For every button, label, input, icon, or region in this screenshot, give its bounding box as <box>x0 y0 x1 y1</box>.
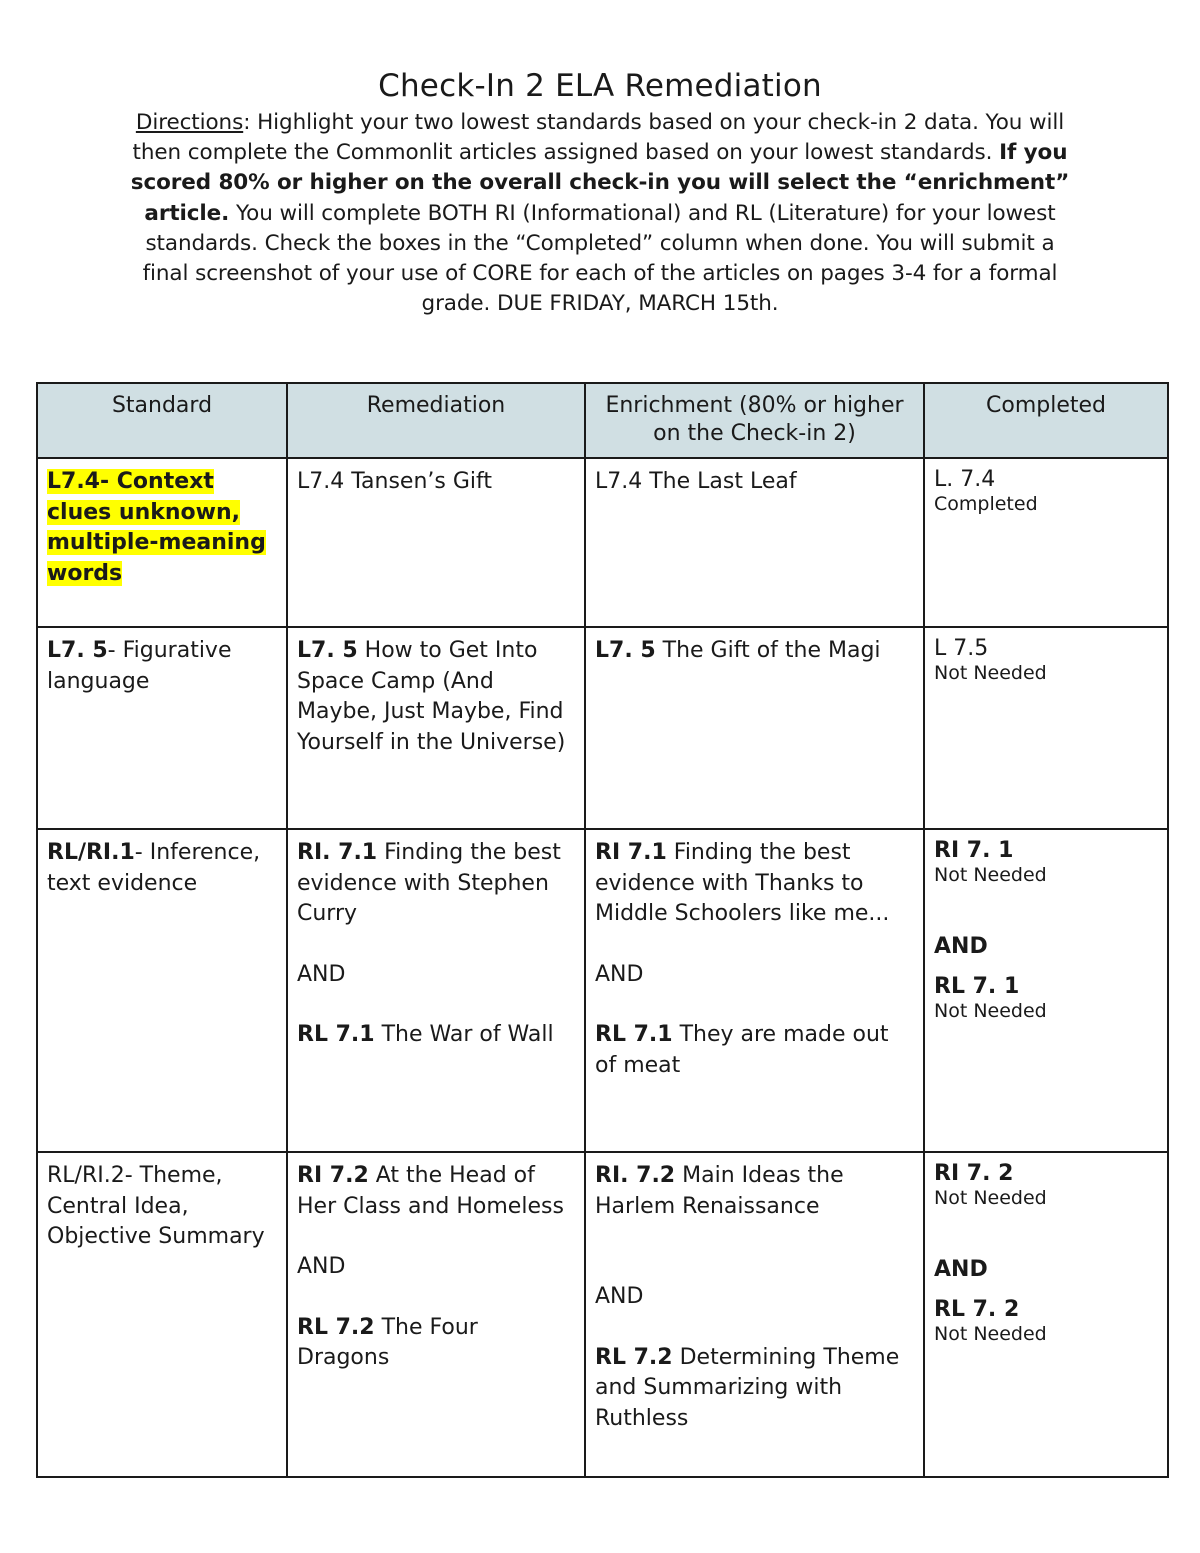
enrichment-code: L7. 5 <box>595 638 656 663</box>
header-standard: Standard <box>37 383 287 458</box>
standard-cell <box>37 1152 287 1477</box>
completed-cell <box>924 458 1168 627</box>
completed-cell <box>924 627 1168 829</box>
enrichment-cell <box>585 458 924 627</box>
completed-status: Not Needed <box>934 1323 1047 1345</box>
enrichment-cell <box>585 627 924 829</box>
enrichment-title: The Gift of the Magi <box>655 638 881 663</box>
completed-cell <box>924 1152 1168 1477</box>
completed-code: RL 7. 2 <box>934 1297 1020 1322</box>
and-connector: AND <box>934 1257 988 1282</box>
completed-code: RL 7. 1 <box>934 974 1020 999</box>
remediation-code: RL 7.1 <box>297 1022 375 1047</box>
remediation-item <box>297 1313 576 1374</box>
completed-status: Not Needed <box>934 662 1047 684</box>
enrichment-item <box>595 1020 915 1081</box>
enrichment-item <box>595 838 915 930</box>
remediation-code: L7. 5 <box>297 638 358 663</box>
standard-code: L7. 5 <box>47 638 108 663</box>
and-connector: AND <box>595 961 644 987</box>
and-connector: AND <box>595 1284 644 1309</box>
standard-cell <box>37 458 287 627</box>
remediation-code: L7.4 <box>297 469 345 494</box>
directions-paragraph <box>130 108 1070 319</box>
and-connector: AND <box>934 934 988 959</box>
completed-status: Not Needed <box>934 1000 1047 1022</box>
enrichment-cell <box>585 1152 924 1477</box>
remediation-cell <box>287 458 585 627</box>
enrichment-item <box>595 1161 915 1222</box>
enrichment-code: RL 7.2 <box>595 1344 673 1370</box>
header-completed: Completed <box>924 383 1168 458</box>
completed-status: Not Needed <box>934 1187 1047 1209</box>
highlighted-standard: L7.4- Context clues unknown, multiple-meaning words <box>47 469 266 586</box>
remediation-code: RL 7.2 <box>297 1314 375 1340</box>
enrichment-title: Finding the best evidence with Thanks to Middle Schoolers like me... <box>595 840 890 926</box>
completed-code: L. 7.4 <box>934 467 996 492</box>
standard-cell <box>37 627 287 829</box>
completed-status: Completed <box>934 493 1038 515</box>
enrichment-code: RI 7.1 <box>595 840 667 865</box>
directions-enrichment-note: If you scored 80% or higher on the overall check-in you will select the “enrichment” article. <box>130 140 1070 226</box>
remediation-title: Finding the best evidence with Stephen Curry <box>297 840 561 926</box>
enrichment-item <box>595 1343 915 1435</box>
and-connector: AND <box>297 1254 346 1279</box>
directions-text-1: : Highlight your two lowest standards based on your check-in 2 data. You will then complete the Commonlit articles assigned based on your lowest standards. <box>132 110 1065 166</box>
completed-code: L 7.5 <box>934 636 989 661</box>
completed-status: Not Needed <box>934 864 1047 886</box>
header-remediation: Remediation <box>287 383 585 458</box>
enrichment-title: Determining Theme and Summarizing with Ruthless <box>595 1344 900 1431</box>
standard-description: - Inference, text evidence <box>47 840 261 896</box>
directions-text-2: You will complete BOTH RI (Informational) and RL (Literature) for your lowest standards. Check the boxes in the “Completed” column when done. You will submit a final screenshot of your use of CORE for each of the articles on pages 3-4 for a formal grade. DUE FRIDAY, MARCH 15th. <box>142 200 1058 317</box>
remediation-title: At the Head of Her Class and Homeless <box>297 1163 564 1219</box>
standard-description: RL/RI.2- Theme, Central Idea, Objective Summary <box>47 1163 265 1249</box>
remediation-table <box>36 382 1169 1478</box>
standard-description: - Figurative language <box>47 638 232 694</box>
remediation-title: How to Get Into Space Camp (And Maybe, Just Maybe, Find Yourself in the Universe) <box>297 638 566 755</box>
remediation-title: Tansen’s Gift <box>344 469 492 494</box>
enrichment-code: RL 7.1 <box>595 1022 673 1047</box>
enrichment-title: The Last Leaf <box>642 469 797 494</box>
table-row <box>37 627 1168 829</box>
completed-code: RI 7. 1 <box>934 838 1014 863</box>
standard-code: RL/RI.1 <box>47 840 135 865</box>
enrichment-title: They are made out of meat <box>595 1022 889 1078</box>
completed-code: RI 7. 2 <box>934 1161 1014 1186</box>
standard-cell <box>37 829 287 1152</box>
remediation-item <box>297 1161 576 1222</box>
table-row <box>37 1152 1168 1477</box>
remediation-code: RI 7.2 <box>297 1163 369 1188</box>
enrichment-code: L7.4 <box>595 469 643 494</box>
remediation-cell <box>287 1152 585 1477</box>
page-title: Check-In 2 ELA Remediation <box>378 68 822 104</box>
remediation-cell <box>287 829 585 1152</box>
remediation-code: RI. 7.1 <box>297 840 378 865</box>
remediation-title: The War of Wall <box>374 1022 554 1047</box>
remediation-item <box>297 838 576 930</box>
table-header-row <box>37 383 1168 458</box>
header-enrichment: Enrichment (80% or higher on the Check-in 2) <box>585 383 924 458</box>
directions-label: Directions <box>135 110 244 135</box>
remediation-item <box>297 1020 576 1051</box>
completed-cell <box>924 829 1168 1152</box>
enrichment-code: RI. 7.2 <box>595 1163 676 1188</box>
remediation-title: The Four Dragons <box>297 1314 478 1370</box>
remediation-cell <box>287 627 585 829</box>
enrichment-title: Main Ideas the Harlem Renaissance <box>595 1163 844 1219</box>
table-row <box>37 458 1168 627</box>
table-row <box>37 829 1168 1152</box>
and-connector: AND <box>297 961 346 987</box>
enrichment-cell <box>585 829 924 1152</box>
